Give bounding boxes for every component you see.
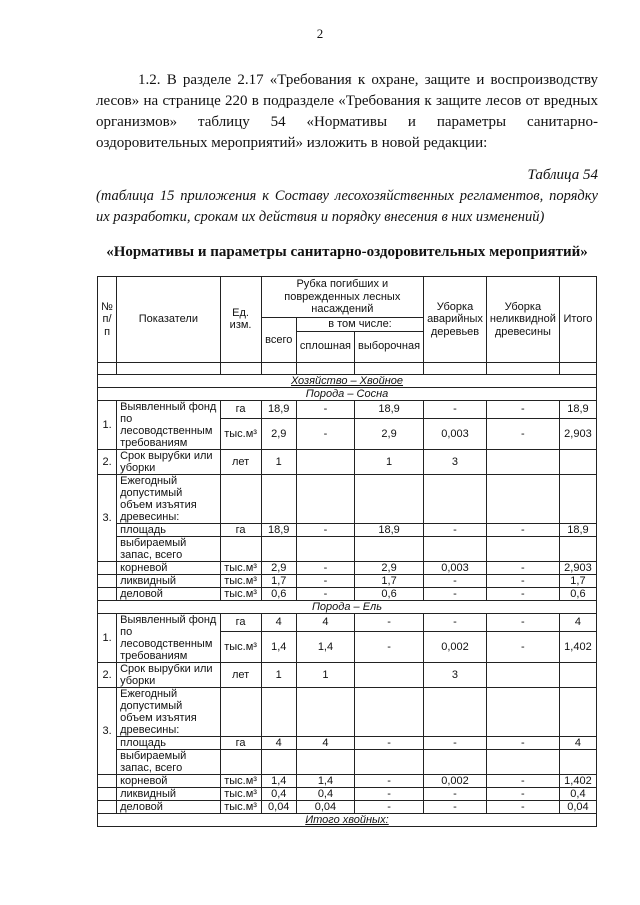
cell-cleanup: -	[424, 613, 487, 631]
row-label: деловой	[117, 800, 221, 813]
cell-itogo: 18,9	[559, 523, 596, 536]
cell-itogo: 1,7	[559, 574, 596, 587]
row-label: выбираемый запас, всего	[117, 536, 221, 561]
cell-unit: га	[220, 613, 261, 631]
cell-cleanup: -	[424, 574, 487, 587]
row-label: корневой	[117, 561, 221, 574]
cell-itogo: 1,402	[559, 774, 596, 787]
cell-unit: тыс.м³	[220, 787, 261, 800]
row-label: выбираемый запас, всего	[117, 749, 221, 774]
cell-unit: тыс.м³	[220, 774, 261, 787]
cell-cleanup: 0,003	[424, 561, 487, 574]
cell-cleanup: -	[424, 736, 487, 749]
cell-cleanup: 3	[424, 662, 487, 687]
header-selective: выборочная	[355, 331, 424, 362]
cell-selective: 1,7	[355, 574, 424, 587]
row-label: Выявленный фонд по лесоводственным требованиям	[117, 613, 221, 662]
cell-nonliquid: -	[486, 613, 559, 631]
table-note: (таблица 15 приложения к Составу лесохозяйственных регламентов, порядку их разработки, срокам их действия и порядку внесения в них изменений)	[96, 188, 598, 225]
row-label: площадь	[117, 523, 221, 536]
cell-nonliquid: -	[486, 774, 559, 787]
header-clear: сплошная	[296, 331, 354, 362]
cell-cleanup: -	[424, 587, 487, 600]
row-label: Срок вырубки или уборки	[117, 449, 221, 474]
cell-itogo: 0,4	[559, 787, 596, 800]
cell-total: 1	[261, 449, 296, 474]
cell-clear: -	[296, 574, 354, 587]
cell-total: 1,4	[261, 774, 296, 787]
cell-clear: 0,4	[296, 787, 354, 800]
cell-itogo	[559, 449, 596, 474]
row-label: деловой	[117, 587, 221, 600]
cell-total: 1,4	[261, 631, 296, 662]
page-number: 2	[316, 26, 324, 41]
species-title: Порода – Ель	[98, 600, 597, 613]
header-itogo: Итого	[559, 277, 596, 363]
cell-total: 2,9	[261, 561, 296, 574]
cell-cleanup: -	[424, 523, 487, 536]
header-total: всего	[261, 318, 296, 363]
row-num: 2.	[98, 449, 117, 474]
cell-nonliquid: -	[486, 787, 559, 800]
cell-clear: 1	[296, 662, 354, 687]
table-label: Таблица 54	[527, 167, 598, 183]
cell-selective: -	[355, 787, 424, 800]
cell-clear	[296, 449, 354, 474]
cell-clear: 4	[296, 736, 354, 749]
cell-cleanup: -	[424, 787, 487, 800]
norms-table	[97, 276, 597, 827]
cell-unit: га	[220, 736, 261, 749]
cell-selective: -	[355, 631, 424, 662]
group-row	[98, 374, 597, 387]
cell-selective: 1	[355, 449, 424, 474]
cell-unit: тыс.м³	[220, 418, 261, 449]
header-including: в том числе:	[296, 318, 423, 332]
header-num: № п/ п	[98, 277, 117, 363]
cell-total: 0,6	[261, 587, 296, 600]
cell-selective: 0,6	[355, 587, 424, 600]
cell-total: 4	[261, 736, 296, 749]
cell-total: 0,04	[261, 800, 296, 813]
cell-nonliquid: -	[486, 574, 559, 587]
cell-cleanup: -	[424, 800, 487, 813]
row-label: ликвидный	[117, 574, 221, 587]
cell-selective: -	[355, 613, 424, 631]
cell-selective	[355, 662, 424, 687]
row-num: 3.	[98, 687, 117, 774]
cell-total: 18,9	[261, 523, 296, 536]
cell-nonliquid: -	[486, 418, 559, 449]
cell-total: 1,7	[261, 574, 296, 587]
cell-itogo: 4	[559, 613, 596, 631]
cell-unit: га	[220, 523, 261, 536]
cell-clear: 0,04	[296, 800, 354, 813]
cell-clear: 1,4	[296, 774, 354, 787]
cell-cleanup: 0,002	[424, 774, 487, 787]
cell-total: 0,4	[261, 787, 296, 800]
cell-total: 2,9	[261, 418, 296, 449]
cell-nonliquid: -	[486, 631, 559, 662]
total-coniferous: Итого хвойных:	[98, 813, 597, 826]
cell-nonliquid	[486, 449, 559, 474]
cell-clear: 4	[296, 613, 354, 631]
cell-clear: -	[296, 561, 354, 574]
cell-itogo: 2,903	[559, 418, 596, 449]
intro-paragraph: 1.2. В разделе 2.17 «Требования к охране, защите и воспроизводству лесов» на странице 220 в подразделе «Требования к защите лесов от вредных организмов» таблицу 54 «Нормативы и параметры санитарно-оздоровительных мероприятий» изложить в новой редакции:	[96, 72, 598, 151]
cell-unit: тыс.м³	[220, 561, 261, 574]
cell-nonliquid: -	[486, 587, 559, 600]
cell-itogo: 0,6	[559, 587, 596, 600]
header-unit: Ед. изм.	[220, 277, 261, 363]
row-num: 2.	[98, 662, 117, 687]
row-label: площадь	[117, 736, 221, 749]
cell-selective: 18,9	[355, 523, 424, 536]
cell-itogo: 1,402	[559, 631, 596, 662]
row-label: Выявленный фонд по лесоводственным требованиям	[117, 400, 221, 449]
cell-nonliquid: -	[486, 561, 559, 574]
cell-itogo: 4	[559, 736, 596, 749]
cell-total: 4	[261, 613, 296, 631]
cell-selective: 2,9	[355, 418, 424, 449]
header-felling: Рубка погибших и поврежденных лесных насаждений	[261, 277, 424, 318]
cell-selective: 2,9	[355, 561, 424, 574]
species-block-spruce	[98, 600, 597, 813]
cell-nonliquid: -	[486, 800, 559, 813]
row-num: 3.	[98, 474, 117, 561]
cell-clear: -	[296, 418, 354, 449]
cell-itogo: 0,04	[559, 800, 596, 813]
cell-clear: 1,4	[296, 631, 354, 662]
cell-cleanup: 0,003	[424, 418, 487, 449]
cell-unit: тыс.м³	[220, 631, 261, 662]
cell-selective: 18,9	[355, 400, 424, 418]
cell-cleanup: 0,002	[424, 631, 487, 662]
cell-total: 18,9	[261, 400, 296, 418]
cell-nonliquid: -	[486, 400, 559, 418]
cell-unit: лет	[220, 449, 261, 474]
header-nonliquid: Уборка неликвидной древесины	[486, 277, 559, 363]
cell-unit: га	[220, 400, 261, 418]
species-title: Порода – Сосна	[98, 387, 597, 400]
row-num: 1.	[98, 400, 117, 449]
cell-clear: -	[296, 400, 354, 418]
cell-nonliquid: -	[486, 523, 559, 536]
cell-unit: лет	[220, 662, 261, 687]
row-label: Срок вырубки или уборки	[117, 662, 221, 687]
header-indicators: Показатели	[117, 277, 221, 363]
row-label: корневой	[117, 774, 221, 787]
row-num: 1.	[98, 613, 117, 662]
cell-itogo: 18,9	[559, 400, 596, 418]
cell-selective: -	[355, 800, 424, 813]
cell-nonliquid	[486, 662, 559, 687]
table-title: «Нормативы и параметры санитарно-оздоровительных мероприятий»	[106, 244, 588, 260]
row-label: ликвидный	[117, 787, 221, 800]
row-label: Ежегодный допустимый объем изъятия древесины:	[117, 474, 221, 523]
cell-selective: -	[355, 736, 424, 749]
row-label: Ежегодный допустимый объем изъятия древесины:	[117, 687, 221, 736]
species-block-pine	[98, 387, 597, 600]
cell-total: 1	[261, 662, 296, 687]
cell-cleanup: 3	[424, 449, 487, 474]
group-title: Хозяйство – Хвойное	[98, 374, 597, 387]
cell-itogo	[559, 662, 596, 687]
cell-unit: тыс.м³	[220, 587, 261, 600]
spacer-row	[98, 362, 597, 374]
cell-unit: тыс.м³	[220, 800, 261, 813]
cell-clear: -	[296, 523, 354, 536]
cell-nonliquid: -	[486, 736, 559, 749]
cell-selective: -	[355, 774, 424, 787]
cell-itogo: 2,903	[559, 561, 596, 574]
total-row	[98, 813, 597, 826]
cell-cleanup: -	[424, 400, 487, 418]
cell-unit: тыс.м³	[220, 574, 261, 587]
header-cleanup: Уборка аварийных деревьев	[424, 277, 487, 363]
cell-clear: -	[296, 587, 354, 600]
